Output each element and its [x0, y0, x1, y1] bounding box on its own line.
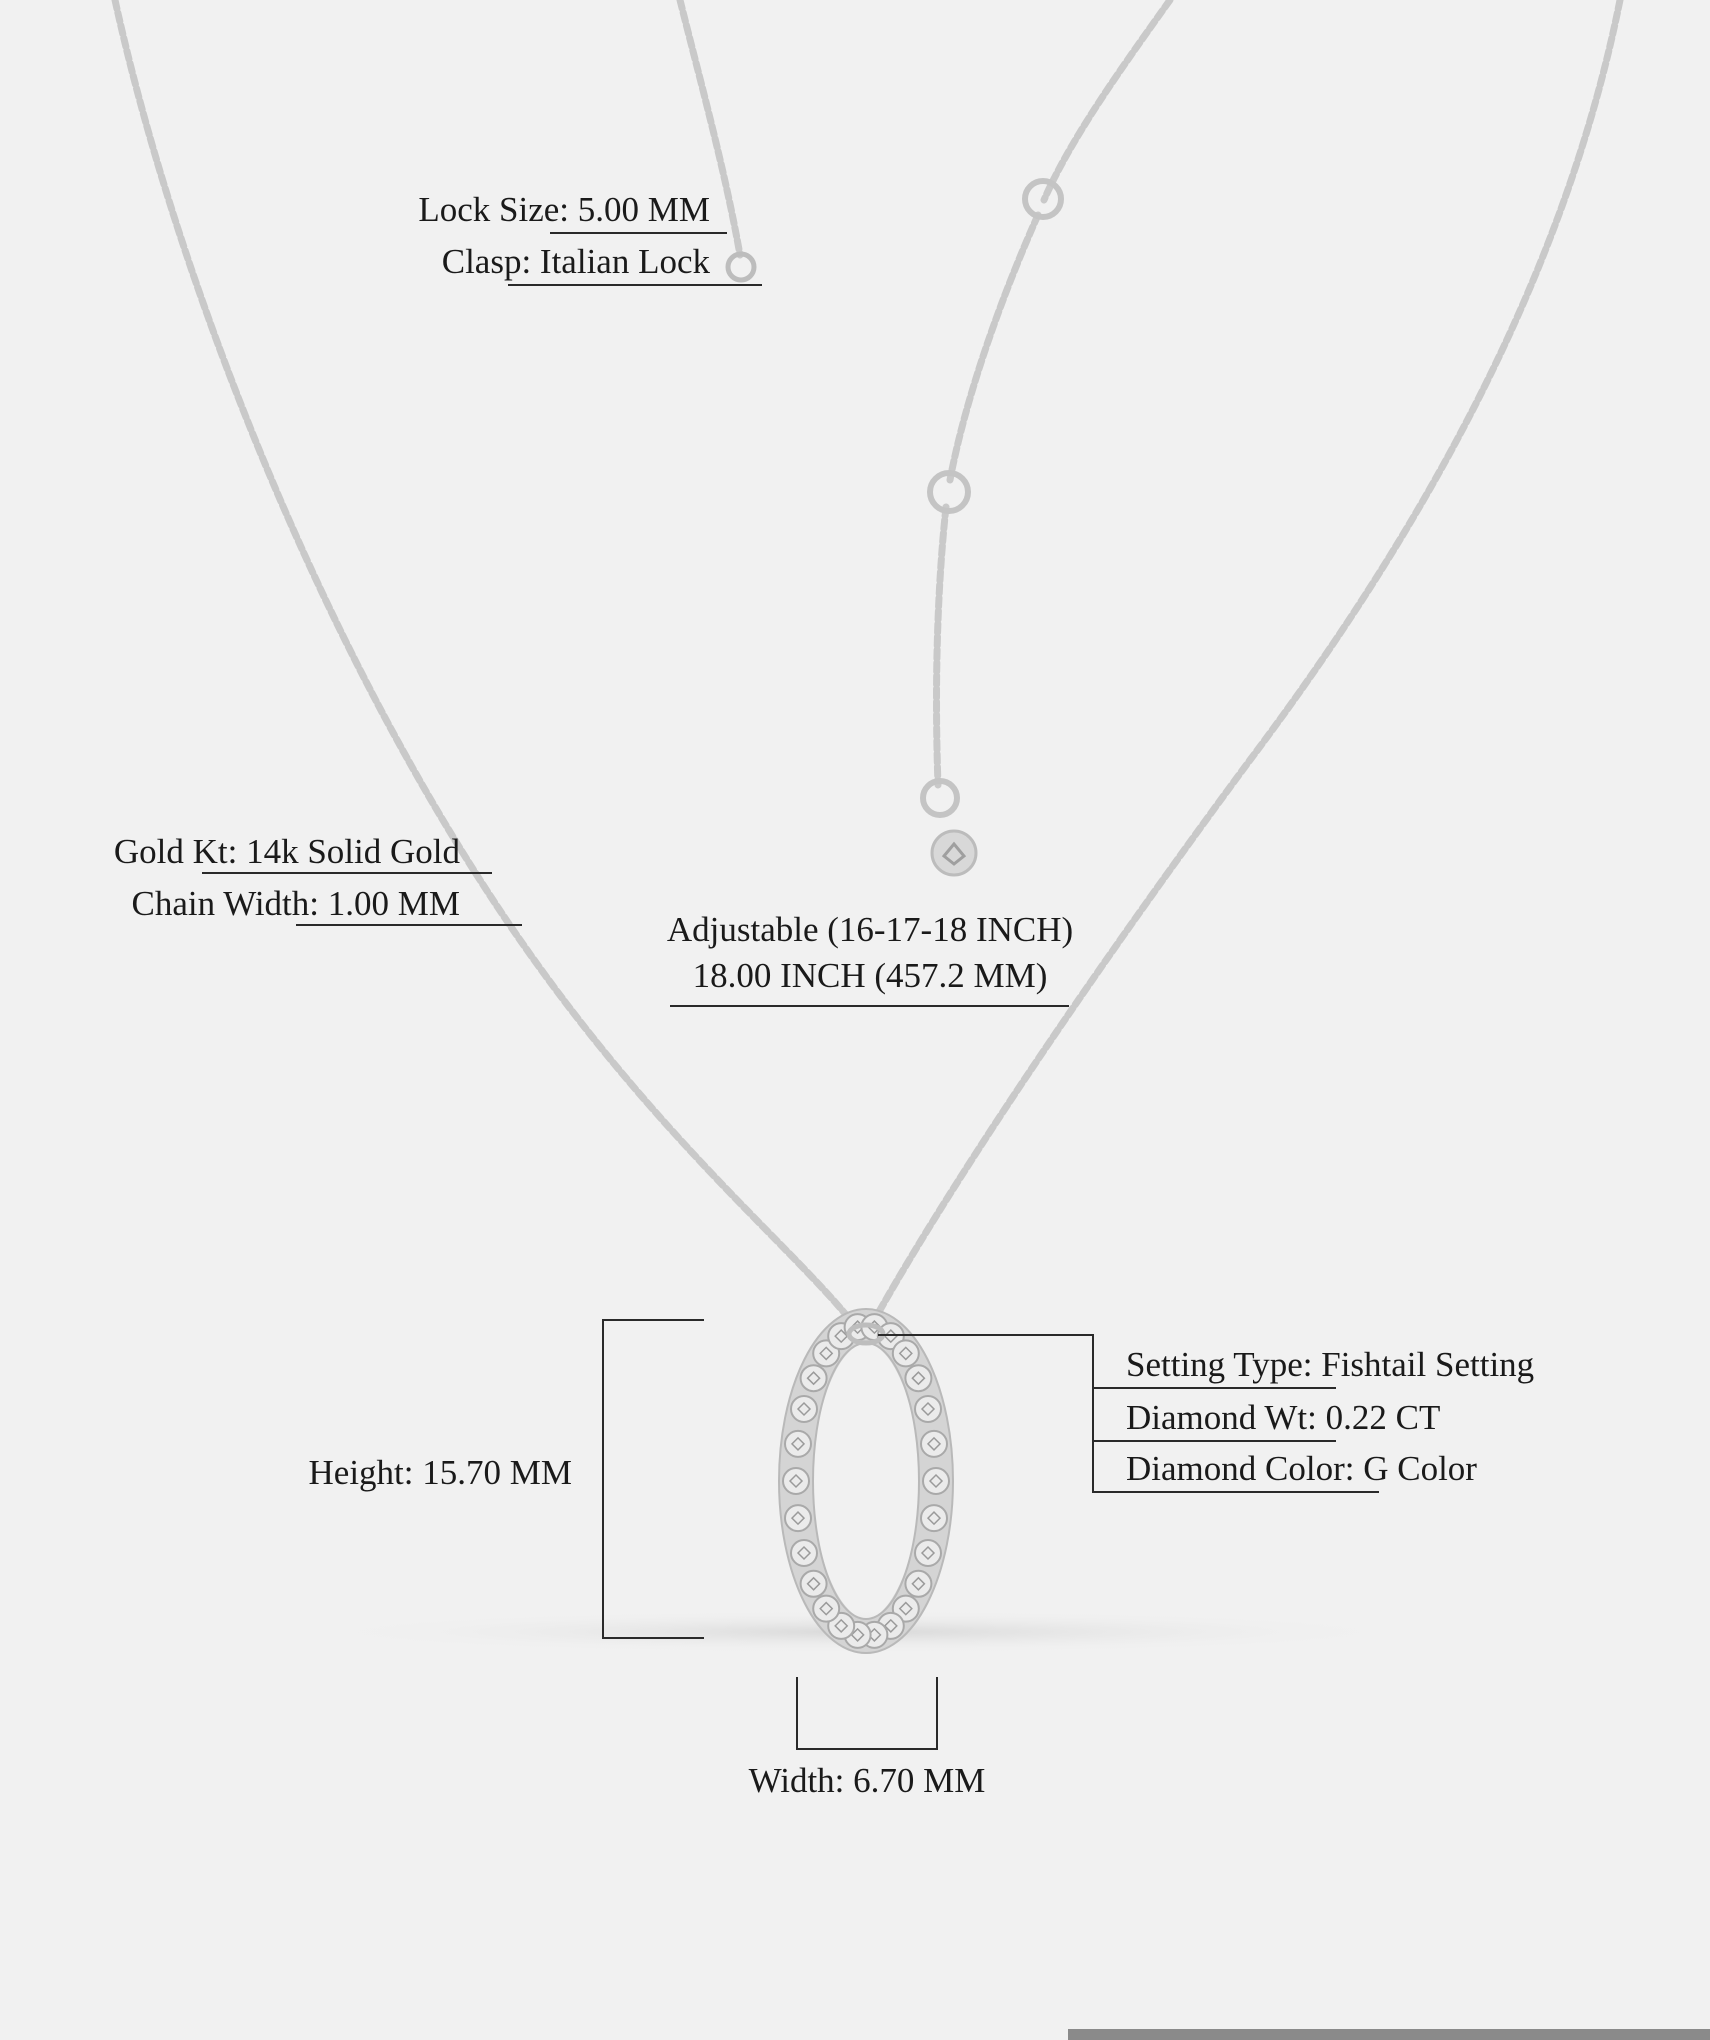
gold-kt-label: Gold Kt: 14k Solid Gold — [113, 832, 460, 871]
clasp-label: Clasp: Italian Lock — [441, 242, 710, 281]
diamond-stone — [785, 1505, 811, 1531]
lock-size-label: Lock Size: 5.00 MM — [418, 190, 710, 229]
diamond-stone — [921, 1505, 947, 1531]
setting-type-label: Setting Type: Fishtail Setting — [1126, 1345, 1535, 1384]
diamond-stone — [785, 1431, 811, 1457]
bottom-edge-bar — [1068, 2029, 1710, 2040]
chain-extender-middle — [950, 215, 1038, 480]
diamond-stone — [921, 1431, 947, 1457]
height-bracket — [603, 1320, 704, 1638]
diamond-stone — [801, 1365, 827, 1391]
diamond-stone — [783, 1468, 809, 1494]
chain-width-label: Chain Width: 1.00 MM — [131, 884, 460, 923]
width-label: Width: 6.70 MM — [748, 1761, 986, 1800]
width-bracket — [797, 1677, 937, 1749]
diamond-stone — [923, 1468, 949, 1494]
diamond-stone — [801, 1571, 827, 1597]
length-adjustable-label: Adjustable (16-17-18 INCH) — [666, 910, 1074, 949]
diamond-stone — [813, 1596, 839, 1622]
length-value-label: 18.00 INCH (457.2 MM) — [692, 956, 1048, 995]
pendant-oval-inner-edge — [813, 1343, 919, 1619]
diamond-stone — [905, 1571, 931, 1597]
chain-extender-upper — [1044, 0, 1170, 200]
diamond-color-label: Diamond Color: G Color — [1126, 1449, 1477, 1488]
diamond-stone — [791, 1540, 817, 1566]
chain-right-strand — [866, 0, 1620, 1335]
diamond-stone — [893, 1340, 919, 1366]
chain-extender-lower — [937, 507, 946, 785]
diamond-stone — [915, 1540, 941, 1566]
tag-charm — [932, 831, 976, 875]
height-label: Height: 15.70 MM — [308, 1453, 572, 1492]
diamond-stone — [905, 1365, 931, 1391]
diamond-stone — [915, 1396, 941, 1422]
diamond-wt-label: Diamond Wt: 0.22 CT — [1126, 1398, 1441, 1437]
diamond-stone — [791, 1396, 817, 1422]
